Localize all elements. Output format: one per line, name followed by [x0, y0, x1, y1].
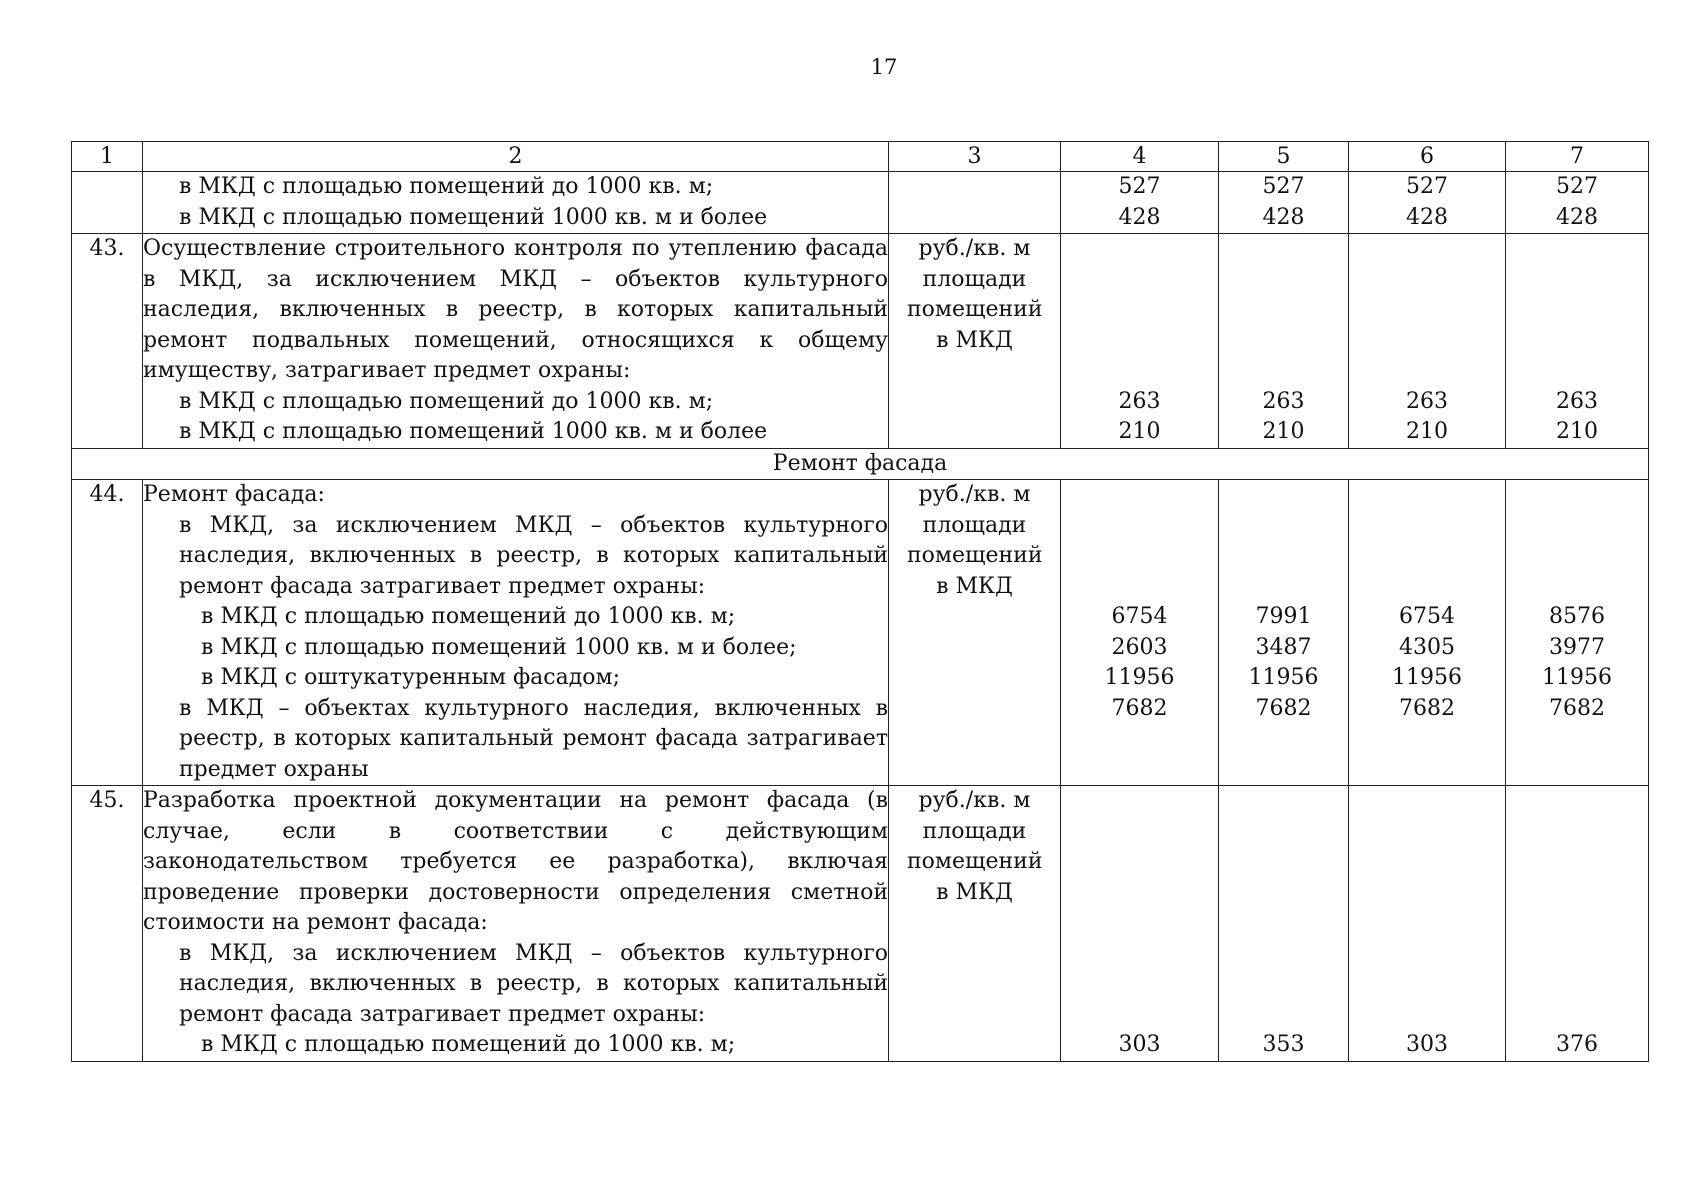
row-description: [143, 234, 889, 449]
row-description: [143, 480, 889, 786]
row-number: 43.: [72, 234, 143, 449]
value-cell: 8576 3977 11956 7682: [1506, 480, 1649, 786]
section-row: [72, 448, 1649, 480]
row-number: 45.: [72, 786, 143, 1062]
header-cell: 7: [1506, 142, 1649, 172]
item-text: Осуществление строительного контроля по утеплению фасада в МКД, за исключением МКД – объектов культурного наследия, включенных в реестр, в которых капитальный ремонт подвальных помещений, относящихся к общему имуществу, затрагивает предмет охраны:: [143, 236, 888, 383]
table-row: [72, 480, 1649, 786]
row-description: [143, 786, 889, 1062]
value-cell: 376: [1506, 786, 1649, 1062]
value-cell: 527 428: [1506, 172, 1649, 234]
table-row: [72, 172, 1649, 234]
value-cell: 6754 4305 11956 7682: [1349, 480, 1506, 786]
header-cell: 6: [1349, 142, 1506, 172]
section-title: Ремонт фасада: [72, 448, 1649, 480]
row-unit: руб./кв. м площади помещений в МКД: [889, 234, 1061, 449]
table-header-row: [72, 142, 1649, 172]
row-unit: [889, 172, 1061, 234]
table-row: [72, 234, 1649, 449]
value-cell: 6754 2603 11956 7682: [1061, 480, 1219, 786]
sub-item: в МКД с площадью помещений до 1000 кв. м;: [179, 388, 714, 414]
header-cell: 4: [1061, 142, 1219, 172]
row-description: [143, 172, 889, 234]
sub-item: в МКД с оштукатуренным фасадом;: [201, 665, 621, 690]
value-cell: 527 428: [1349, 172, 1506, 234]
sub-item: в МКД с площадью помещений до 1000 кв. м;: [201, 604, 736, 629]
value-cell: 263 210: [1506, 234, 1649, 449]
norms-table: [71, 141, 1649, 1062]
header-cell: 2: [143, 142, 889, 172]
sub-item: в МКД, за исключением МКД – объектов культурного наследия, включенных в реестр, в которых капитальный ремонт фасада затрагивает предмет охраны:: [179, 940, 888, 1027]
item-text: Ремонт фасада:: [143, 482, 325, 507]
sub-item: в МКД с площадью помещений до 1000 кв. м;: [179, 174, 714, 199]
value-cell: 263 210: [1061, 234, 1219, 449]
row-number: [72, 172, 143, 234]
header-cell: 3: [889, 142, 1061, 172]
header-cell: 1: [72, 142, 143, 172]
value-cell: 527 428: [1219, 172, 1349, 234]
row-number: 44.: [72, 480, 143, 786]
header-cell: 5: [1219, 142, 1349, 172]
value-cell: 353: [1219, 786, 1349, 1062]
sub-item: в МКД с площадью помещений до 1000 кв. м;: [201, 1032, 736, 1057]
value-cell: 303: [1061, 786, 1219, 1062]
value-cell: 263 210: [1349, 234, 1506, 449]
page-number: 17: [870, 55, 898, 79]
value-cell: 7991 3487 11956 7682: [1219, 480, 1349, 786]
row-unit: руб./кв. м площади помещений в МКД: [889, 786, 1061, 1062]
value-cell: 263 210: [1219, 234, 1349, 449]
sub-item: в МКД с площадью помещений 1000 кв. м и более;: [201, 634, 797, 660]
table-row: [72, 786, 1649, 1062]
value-cell: 527 428: [1061, 172, 1219, 234]
sub-item: в МКД с площадью помещений 1000 кв. м и более: [179, 204, 768, 230]
sub-item: в МКД, за исключением МКД – объектов культурного наследия, включенных в реестр, в которых капитальный ремонт фасада затрагивает предмет охраны:: [179, 512, 888, 599]
sub-item: в МКД с площадью помещений 1000 кв. м и более: [179, 419, 768, 444]
sub-item: в МКД – объектах культурного наследия, включенных в реестр, в которых капитальный ремонт фасада затрагивает предмет охраны: [179, 695, 888, 782]
value-cell: 303: [1349, 786, 1506, 1062]
row-unit: руб./кв. м площади помещений в МКД: [889, 480, 1061, 786]
item-text: Разработка проектной документации на ремонт фасада (в случае, если в соответствии с действующим законодательством требуется ее разработка), включая проведение проверки достоверности определения сметной стоимости на ремонт фасада:: [143, 788, 888, 935]
